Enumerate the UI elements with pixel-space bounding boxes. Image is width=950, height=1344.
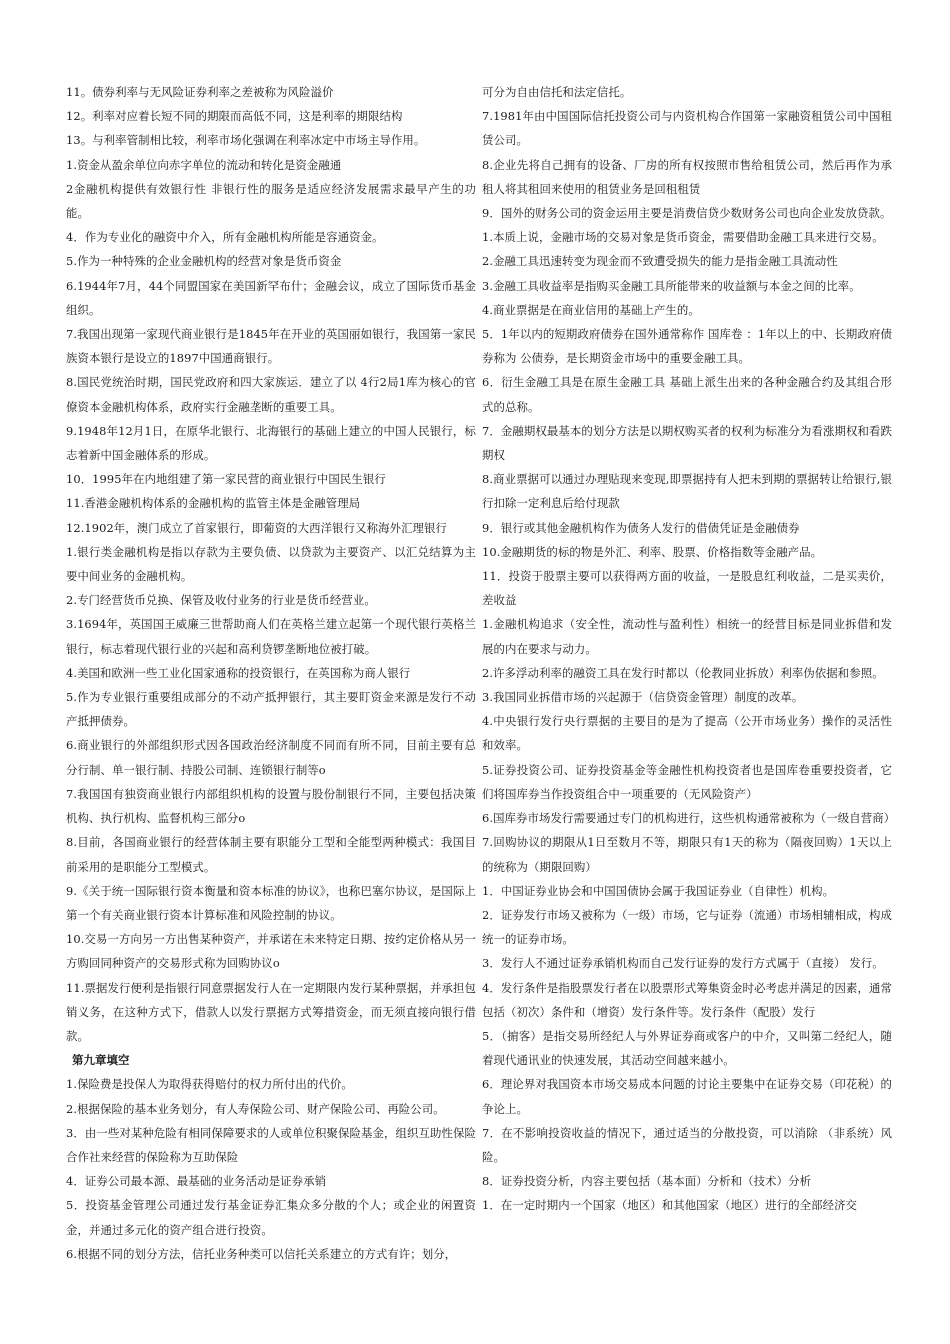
paragraph: 1．中国证券业协会和中国国债协会属于我国证券业（自律性）机构。 [482,883,835,898]
paragraph: 7．在不影响投资收益的情况下，通过适当的分散投资，可以消除 （非系统）风险。 [482,1125,892,1164]
paragraph: 12.1902年，澳门成立了首家银行，即葡资的大西洋银行又称海外汇理银行 [66,520,448,535]
paragraph: 7.我国国有独资商业银行内部组织机构的设置与股份制银行不同，主要包括决策机构、执行机构、监督机构三部分o [66,786,476,826]
paragraph: 1．在一定时期内一个国家（地区）和其他国家（地区）进行的全部经济交 [482,1198,858,1213]
paragraph: 1.保险费是投保人为取得获得赔付的权力所付出的代价。 [66,1077,353,1092]
paragraph: 2.根据保险的基本业务划分，有人寿保险公司、财产保险公司、再险公司。 [66,1101,445,1116]
right-column [482,80,896,1218]
paragraph: 9.1948年12月1日，在原华北银行、北海银行的基础上建立的中国人民银行，标志着新中国金融体系的形成。 [66,423,476,463]
paragraph: 7.1981年由中国国际信托投资公司与内资机构合作国第一家融资租赁公司中国租赁公司。 [482,109,892,148]
paragraph: 5.作为专业银行重要组成部分的不动产抵押银行，其主要盯资金来源是发行不动产抵押债券。 [66,690,476,729]
paragraph: 8.商业票据可以通过办理贴现来变现,即票据持有人把未到期的票据转让给银行,银行扣除一定利息后给付现款 [482,472,892,511]
paragraph: 4．证券公司最本源、最基础的业务活动是证券承销 [66,1174,327,1189]
paragraph: 4.美国和欧洲一些工业化国家通称的投资银行，在英国称为商人银行 [66,665,411,680]
paragraph: 11.票据发行便利是指银行同意票据发行人在一定期限内发行某种票据，并承担包销义务，在这种方式下，借款人以发行票据方式筹措资金，而无须直接向银行借款。 [66,980,476,1043]
section-heading: 第九章填空 [72,1053,130,1068]
paragraph: 4．作为专业化的融资中介入，所有金融机构所能是容通资金。 [66,230,384,245]
paragraph: 10．1995年在内地组建了第一家民营的商业银行中国民生银行 [66,472,386,487]
paragraph: 7.我国出现第一家现代商业银行是1845年在开业的英国丽如银行，我国第一家民族资本银行是设立的1897中国通商银行。 [66,327,476,366]
paragraph: 7.回购协议的期限从1日至数月不等，期限只有1天的称为（隔夜回购）1天以上的统称为（期限回购） [482,835,892,874]
paragraph: 5.证券投资公司、证券投资基金等金融性机构投资者也是国库卷重要投资者，它们将国库券当作投资组合中一项重要的（无风险资产） [482,762,892,801]
paragraph: 4．发行条件是指股票发行者在以股票形式筹集资金时必考虑并满足的因素，通常包括（初次）条件和（增资）发行条件等。发行条件（配股）发行 [482,980,892,1019]
paragraph: 2金融机构提供有效银行性 非银行性的服务是适应经济发展需求最早产生的功能。 [66,181,476,221]
paragraph: 可分为自由信托和法定信托。 [482,85,632,99]
paragraph: 2.专门经营货币兑换、保管及收付业务的行业是货币经营业。 [66,593,376,608]
paragraph: 6．衍生金融工具是在原生金融工具 基础上派生出来的各种金融合约及其组合形式的总称。 [482,375,892,414]
paragraph: 5．1年以内的短期政府债券在国外通常称作 国库卷 ：1年以上的中、长期政府债券称为 公债券，是长期资金市场中的重要金融工具。 [482,327,892,366]
paragraph: 3.我国同业拆借市场的兴起源于（信贷资金管理）制度的改革。 [482,690,804,705]
paragraph: 11。债券利率与无风险证券利率之差被称为风险溢价 [66,85,334,99]
paragraph: 6.根据不同的划分方法，信托业务种类可以信托关系建立的方式有许；划分， [66,1246,457,1261]
paragraph: 3．由一些对某种危险有相同保障要求的人或单位积聚保险基金，组织互助性保险合作社来经营的保险称为互助保险 [66,1125,476,1164]
left-column [66,80,476,1266]
paragraph: 8.目前，各国商业银行的经营体制主要有职能分工型和全能型两种模式：我国目前采用的是职能分工型模式。 [66,835,476,874]
paragraph: 9．银行或其他金融机构作为债务人发行的借债凭证是金融债券 [482,520,800,535]
paragraph: 4.中央银行发行央行票据的主要目的是为了提高（公开市场业务）操作的灵活性和效率。 [482,714,892,753]
paragraph: 8.企业先将自己拥有的设备、厂房的所有权按照市售给租赁公司，然后再作为承租人将其租回来使用的租赁业务是回租租赁 [482,157,892,196]
paragraph: 5．（掮客）是指交易所经纪人与外界证券商或客户的中介，又叫第二经纪人，随着现代通讯业的快速发展，其活动空间越来越小。 [482,1028,892,1068]
paragraph: 1.本质上说，金融市场的交易对象是货币资金，需要借助金融工具来进行交易。 [482,230,884,245]
paragraph: 5.作为一种特殊的企业金融机构的经营对象是货币资金 [66,254,342,269]
paragraph: 1.金融机构追求（安全性，流动性与盈利性）相统一的经营目标是同业拆借和发展的内在要求与动力。 [482,617,892,656]
paragraph: 1.银行类金融机构是指以存款为主要负债、以贷款为主要资产、以汇兑结算为主要中间业务的金融机构。 [66,544,476,584]
paragraph: 6.1944年7月，44个同盟国家在美国新罕布什；金融会议，成立了国际货币基金组织。 [66,278,476,317]
paragraph: 7．金融期权最基本的划分方法是以期权购买者的权利为标准分为看涨期权和看跌期权 [482,423,892,463]
paragraph: 6．理论界对我国资本市场交易成本问题的讨论主要集中在证券交易（印花税）的争论上。 [482,1077,892,1116]
paragraph: 3.1694年，英国国王威廉三世帮助商人们在英格兰建立起第一个现代银行英格兰银行，标志着现代银行业的兴起和高利贷锣垄断地位被打破。 [66,617,476,656]
paragraph: 3．发行人不通过证券承销机构而自己发行证券的发行方式属于（直接） 发行。 [482,956,884,971]
paragraph: 2.许多浮动利率的融资工具在发行时都以（伦教同业拆放）利率伪依据和参照。 [482,665,884,680]
paragraph: 10.金融期货的标的物是外汇、利率、股票、价格指数等金融产品。 [482,544,823,559]
paragraph: 6.商业银行的外部组织形式因各国政治经济制度不同而有所不同，目前主要有总分行制、单一银行制、持股公司制、连锁银行制等o [66,738,476,777]
paragraph: 8．证券投资分析，内容主要包括（基本面）分析和（技术）分析 [482,1174,812,1189]
paragraph: 13。与利率管制相比较，利率市场化强调在利率冰定中市场主导作用。 [66,133,426,148]
paragraph: 4.商业票据是在商业信用的基础上产生的。 [482,302,700,317]
paragraph: 9．国外的财务公司的资金运用主要是消费信贷少数财务公司也向企业发放贷款。 [482,206,892,221]
paragraph: 6.国库券市场发行需要通过专门的机构进行，这些机构通常被称为（一级自营商） [482,811,896,826]
paragraph: 8.国民党统治时期，国民党政府和四大家族运．建立了以 4行2局1库为核心的官僚资本金融机构体系，政府实行金融垄断的重要工具。 [66,375,476,414]
paragraph: 11．投资于股票主要可以获得两方面的收益，一是股息红利收益，二是买卖价，差收益 [482,569,892,608]
paragraph: 2.金融工具迅速转变为现金而不致遭受损失的能力是指金融工具流动性 [482,254,838,269]
paragraph: 5．投资基金管理公司通过发行基金证券汇集众多分散的个人；或企业的闲置资金，并通过多元化的资产组合进行投资。 [66,1198,476,1237]
paragraph: 1.资金从盈余单位向赤字单位的流动和转化是资金融通 [66,157,342,172]
paragraph: 2．证券发行市场又被称为（一级）市场，它与证券（流通）市场相辅相成，构成统一的证券市场。 [482,907,892,947]
paragraph: 12。利率对应着长短不同的期限而高低不同，这是利率的期限结构 [66,109,403,124]
paragraph: 9.《关于统一国际银行资本衡量和资本标准的协议》，也称巴塞尔协议，是国际上第一个有关商业银行资本计算标准和风险控制的协议。 [66,883,476,922]
paragraph: 11.香港金融机构体系的金融机构的监管主体是金融管理局 [66,496,361,511]
paragraph: 10.交易一方向另一方出售某种资产，并承诺在未来特定日期、按约定价格从另一方购回同种资产的交易形式称为回购协议o [66,932,476,971]
paragraph: 3.金融工具收益率是指购买金融工具所能带来的收益额与本金之间的比率。 [482,278,861,293]
